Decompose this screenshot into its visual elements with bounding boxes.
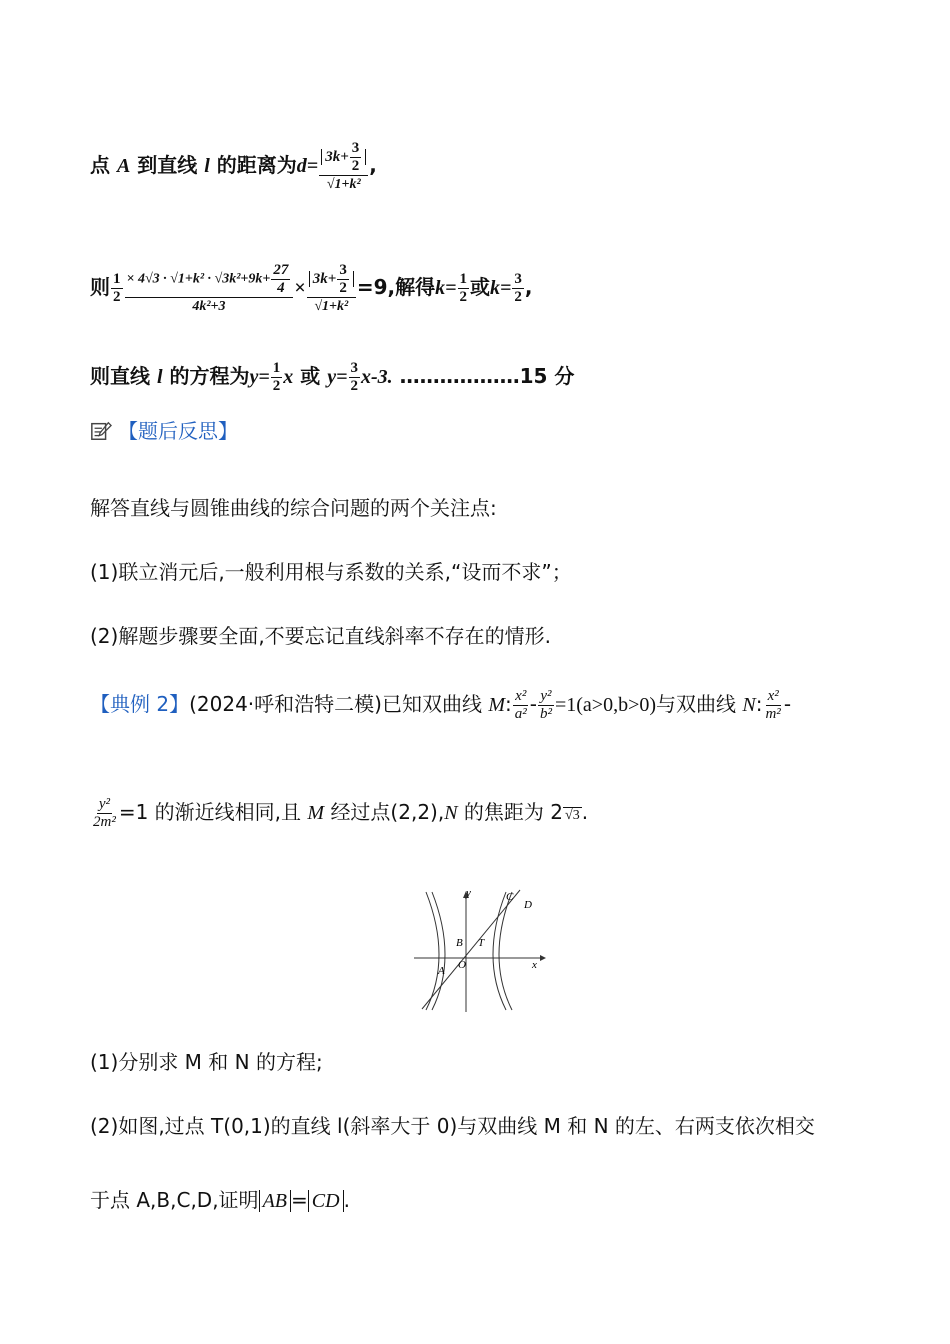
- x-axis-arrow: [540, 955, 546, 961]
- point-A: A: [116, 155, 131, 177]
- text: 则: [90, 275, 110, 299]
- abs-AB: AB: [259, 1190, 291, 1212]
- k1-num: 1: [459, 271, 468, 287]
- x1: x: [283, 366, 294, 388]
- y-eq-1: y=: [249, 366, 270, 388]
- frac-num: 3: [351, 140, 360, 156]
- x2: x²: [515, 688, 527, 704]
- label-x: x: [532, 959, 537, 971]
- example-tag: 【典例 2】: [90, 692, 190, 716]
- k1-den: 2: [459, 289, 468, 305]
- question-2: (2)如图,过点 T(0,1)的直线 l(斜率大于 0)与双曲线 M 和 N 的左、右两支依次相交: [90, 1114, 815, 1138]
- text: 于点 A,B,C,D,证明: [90, 1188, 259, 1212]
- equals: =: [291, 1188, 308, 1212]
- y2: y²: [540, 688, 552, 704]
- abs-expr-2: 3k+: [312, 270, 337, 287]
- y1-num: 1: [272, 360, 281, 376]
- frac27-num: 27: [273, 262, 289, 278]
- condition: =1(a>0,b>0)与双曲线: [554, 694, 737, 716]
- heading-label: 【题后反思】: [118, 419, 238, 443]
- y2-den: 2: [350, 378, 358, 394]
- k2-num: 3: [514, 271, 522, 287]
- hyperbola-N-right: [499, 892, 512, 1010]
- d-eq: d=: [296, 155, 319, 177]
- distance-line: [90, 140, 377, 193]
- or: 或: [300, 364, 321, 388]
- text: 到直线: [137, 153, 198, 177]
- label-y: y: [466, 887, 471, 899]
- label-B: B: [456, 937, 463, 949]
- curve-N: N: [742, 694, 756, 716]
- curve-N: N: [444, 802, 458, 824]
- colon: :: [755, 692, 763, 716]
- frac-num-2: 3: [339, 262, 347, 278]
- reflection-point-1: (1)联立消元后,一般利用根与系数的关系,“设而不求”；: [90, 560, 572, 584]
- area-line: [90, 262, 533, 315]
- k-eq-2: k=: [490, 277, 512, 299]
- label-C: C: [506, 891, 514, 903]
- y2-num: 3: [350, 360, 358, 376]
- example-line-1: [90, 688, 791, 723]
- area-den-expr: 4k²+3: [192, 299, 226, 314]
- y-eq-2: y=: [327, 366, 348, 388]
- x2-tail: x-3.: [361, 366, 393, 388]
- reflection-heading: [90, 416, 238, 446]
- text: 的距离为: [216, 153, 297, 177]
- hyperbola-figure: [412, 884, 548, 1014]
- two-m2: 2m²: [93, 814, 116, 830]
- a2: a²: [514, 706, 527, 722]
- label-A: A: [438, 965, 445, 977]
- line-l: l: [204, 155, 210, 177]
- text: 经过点(2,2),: [330, 800, 445, 824]
- text: =1 的渐近线相同,且: [118, 800, 302, 824]
- frac-den-2: 2: [339, 280, 347, 296]
- sqrt3: √3: [565, 808, 580, 823]
- y2b: y²: [98, 796, 110, 812]
- hyperbola-M-left: [426, 892, 439, 1010]
- line-l: [422, 890, 520, 1009]
- curve-M: M: [307, 802, 325, 824]
- x2b: x²: [767, 688, 779, 704]
- distance-fraction: [319, 140, 368, 193]
- reflection-intro: 解答直线与圆锥曲线的综合问题的两个关注点:: [90, 496, 497, 520]
- distance-fraction-2: [307, 262, 356, 315]
- y1-den: 2: [272, 378, 281, 394]
- note-edit-icon: [90, 420, 112, 442]
- comma: ,: [524, 275, 533, 299]
- text: 则直线: [90, 364, 150, 388]
- colon: :: [505, 692, 512, 716]
- comma: ,: [369, 153, 377, 177]
- question-1: (1)分别求 M 和 N 的方程;: [90, 1050, 323, 1074]
- label-O: O: [458, 959, 466, 971]
- label-D: D: [524, 899, 532, 911]
- half-den: 2: [113, 289, 121, 305]
- reflection-point-2: (2)解题步骤要全面,不要忘记直线斜率不存在的情形.: [90, 624, 552, 648]
- sqrt-den: √1+k²: [326, 177, 361, 192]
- times: ×: [294, 277, 306, 299]
- area-fraction: [125, 262, 294, 315]
- k-eq-1: k=: [435, 277, 457, 299]
- area-num-expr: × 4√3 · √1+k² · √3k²+9k+: [126, 271, 271, 287]
- eq9: =9,解得: [356, 275, 436, 299]
- example-line-2: [90, 796, 588, 831]
- line-l: l: [156, 366, 163, 388]
- question-2-cont: [90, 1186, 350, 1215]
- or: 或: [470, 275, 491, 299]
- half-num: 1: [113, 271, 121, 287]
- abs-CD: CD: [308, 1190, 344, 1212]
- minus: -: [783, 692, 792, 716]
- example-source: (2024·呼和浩特二模)已知双曲线: [189, 692, 482, 716]
- frac27-den: 4: [277, 280, 285, 296]
- score-dots: ………………15 分: [399, 364, 575, 388]
- text: 的焦距为 2: [463, 800, 564, 824]
- m2: m²: [765, 706, 781, 722]
- curve-M: M: [488, 694, 505, 716]
- b2: b²: [539, 706, 552, 722]
- text: 的方程为: [169, 364, 250, 388]
- minus: -: [529, 692, 537, 716]
- k2-den: 2: [514, 289, 522, 305]
- equation-line: [90, 360, 574, 395]
- sqrt-den-2: √1+k²: [314, 299, 349, 314]
- text: 点: [90, 153, 110, 177]
- period: .: [581, 800, 589, 824]
- label-T: T: [478, 937, 485, 949]
- period: .: [343, 1188, 350, 1212]
- abs-expr: 3k+: [325, 148, 349, 165]
- frac-den: 2: [351, 158, 360, 174]
